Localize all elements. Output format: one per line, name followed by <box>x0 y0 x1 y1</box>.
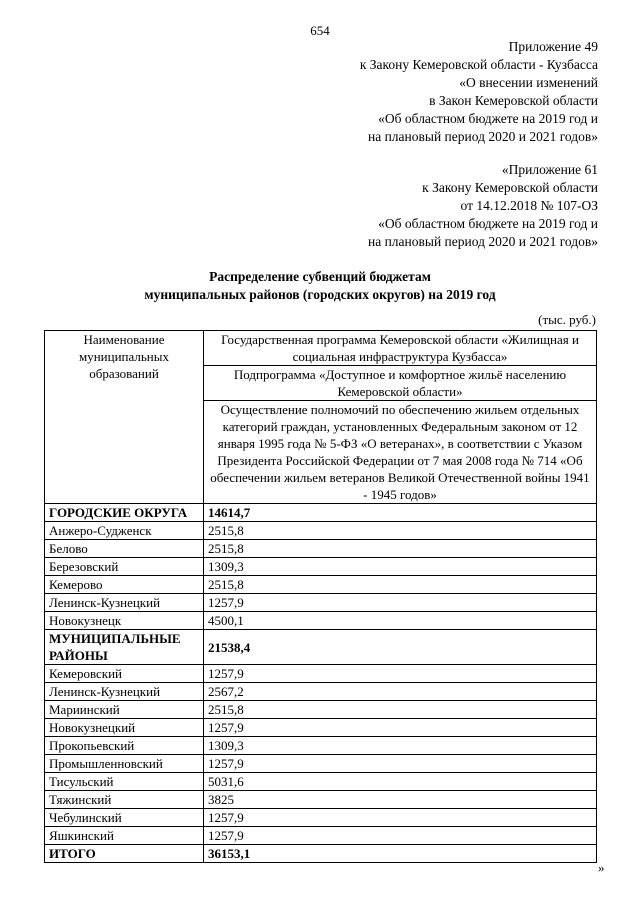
subsidy-table <box>44 330 597 863</box>
subsidy-value: 2515,8 <box>204 701 597 719</box>
municipality-name: ИТОГО <box>45 845 204 863</box>
subsidy-value: 3825 <box>204 791 597 809</box>
municipality-name: Анжеро-Судженск <box>45 522 204 540</box>
table-row <box>45 683 597 701</box>
appendix-line: Приложение 49 <box>508 39 598 54</box>
municipality-name: Мариинский <box>45 701 204 719</box>
subsidy-value: 36153,1 <box>204 845 597 863</box>
subprogram-header: Подпрограмма «Доступное и комфортное жильё населению Кемеровской области» <box>204 366 597 401</box>
municipality-name: Промышленновский <box>45 755 204 773</box>
municipality-name: Ленинск-Кузнецкий <box>45 594 204 612</box>
subsidy-value: 1257,9 <box>204 755 597 773</box>
table-row <box>45 558 597 576</box>
subsidy-value: 1257,9 <box>204 719 597 737</box>
subsidy-value: 2567,2 <box>204 683 597 701</box>
table-total-row <box>45 845 597 863</box>
appendix-line: в Закон Кемеровской области <box>429 93 598 108</box>
table-row <box>45 737 597 755</box>
appendix-line: на плановый период 2020 и 2021 годов» <box>367 234 598 249</box>
program-header: Государственная программа Кемеровской области «Жилищная и социальная инфраструктура Кузбасса» <box>204 331 597 366</box>
table-row <box>45 791 597 809</box>
appendix-line: «Об областном бюджете на 2019 год и <box>378 111 598 126</box>
unit-label: (тыс. руб.) <box>538 312 596 327</box>
table-row <box>45 540 597 558</box>
table-row <box>45 612 597 630</box>
municipality-name: Кемерово <box>45 576 204 594</box>
table-row <box>45 594 597 612</box>
subsidy-value: 4500,1 <box>204 612 597 630</box>
subsidy-value: 1257,9 <box>204 809 597 827</box>
closing-quote: » <box>598 860 605 875</box>
subsidy-value: 21538,4 <box>204 630 597 665</box>
subsidy-value: 2515,8 <box>204 540 597 558</box>
municipality-name: Новокузнецк <box>45 612 204 630</box>
municipality-name: Березовский <box>45 558 204 576</box>
municipality-name: Прокопьевский <box>45 737 204 755</box>
title-line-1: Распределение субвенций бюджетам <box>209 269 431 284</box>
page-number: 654 <box>310 23 330 38</box>
header-row <box>45 331 597 366</box>
municipality-name: Белово <box>45 540 204 558</box>
subsidy-value: 1257,9 <box>204 594 597 612</box>
subsidy-value: 14614,7 <box>204 504 597 522</box>
municipality-name: МУНИЦИПАЛЬНЫЕ РАЙОНЫ <box>45 630 204 665</box>
appendix-line: «Приложение 61 <box>501 162 598 177</box>
table-total-row <box>45 504 597 522</box>
subsidy-value: 1257,9 <box>204 665 597 683</box>
municipality-name: Тисульский <box>45 773 204 791</box>
appendix-line: «Об областном бюджете на 2019 год и <box>378 216 598 231</box>
table-row <box>45 665 597 683</box>
subsidy-value: 1257,9 <box>204 827 597 845</box>
table-row <box>45 773 597 791</box>
table-row <box>45 576 597 594</box>
table-row <box>45 522 597 540</box>
municipality-name: Кемеровский <box>45 665 204 683</box>
name-column-header: Наименование муниципальных образований <box>45 331 204 504</box>
subsidy-value: 1309,3 <box>204 737 597 755</box>
table-row <box>45 827 597 845</box>
appendix-current-heading <box>360 38 598 146</box>
municipality-name: ГОРОДСКИЕ ОКРУГА <box>45 504 204 522</box>
municipality-name: Тяжинский <box>45 791 204 809</box>
appendix-line: «О внесении изменений <box>459 75 598 90</box>
municipality-name: Чебулинский <box>45 809 204 827</box>
document-title <box>0 268 640 304</box>
subsidy-value: 1309,3 <box>204 558 597 576</box>
appendix-line: на плановый период 2020 и 2021 годов» <box>367 129 598 144</box>
appendix-line: к Закону Кемеровской области - Кузбасса <box>359 57 598 72</box>
appendix-line: к Закону Кемеровской области <box>422 180 598 195</box>
subsidy-value: 5031,6 <box>204 773 597 791</box>
appendix-line: от 14.12.2018 № 107-ОЗ <box>460 198 598 213</box>
table-row <box>45 755 597 773</box>
table-row <box>45 719 597 737</box>
subsidy-value: 2515,8 <box>204 576 597 594</box>
table-row <box>45 701 597 719</box>
title-line-2: муниципальных районов (городских округов) на 2019 год <box>144 287 496 302</box>
municipality-name: Новокузнецкий <box>45 719 204 737</box>
municipality-name: Ленинск-Кузнецкий <box>45 683 204 701</box>
measure-header: Осуществление полномочий по обеспечению жильем отдельных категорий граждан, установленных Федеральным законом от 12 января 1995 года № 5-ФЗ «О ветеранах», в соответствии с Указом Президента Российской Федерации от 7 мая 2008 года № 714 «Об обеспечении жильем ветеранов Великой Отечественной войны 1941 - 1945 годов» <box>204 401 597 504</box>
appendix-original-heading <box>368 161 598 251</box>
table-row <box>45 809 597 827</box>
table-total-row <box>45 630 597 665</box>
subsidy-value: 2515,8 <box>204 522 597 540</box>
municipality-name: Яшкинский <box>45 827 204 845</box>
